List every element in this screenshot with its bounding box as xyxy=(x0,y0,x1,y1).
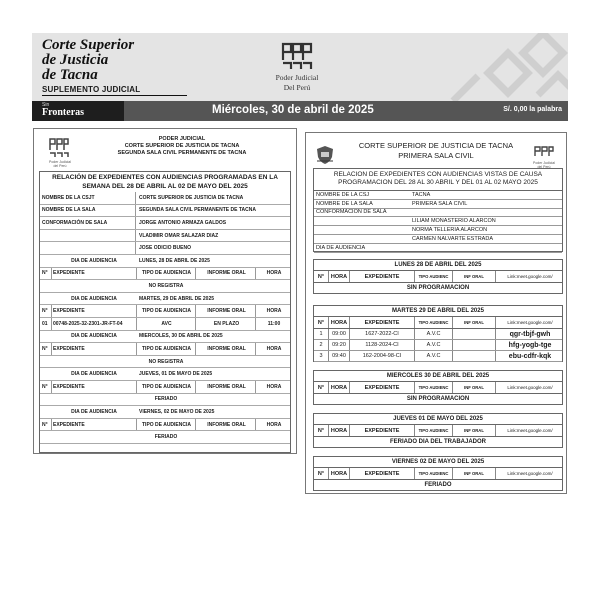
day-date: VIERNES 02 DE MAYO DEL 2025 xyxy=(314,457,562,468)
relation-title xyxy=(40,172,290,191)
column-header: HORA xyxy=(266,308,282,315)
info-row xyxy=(40,217,290,230)
meet-link[interactable]: ebu-cdfr-kqk xyxy=(508,352,552,360)
caption-line: Poder Judicial xyxy=(533,161,555,165)
column-header: TIPO AUDIENC xyxy=(415,468,453,479)
column-header: INF ORAL xyxy=(453,317,496,328)
title-line: de Tacna xyxy=(42,67,98,83)
brand-small: Sin xyxy=(42,102,50,108)
column-header-row xyxy=(40,305,290,318)
info-label xyxy=(42,230,136,242)
column-header-row xyxy=(40,343,290,356)
day-header-row xyxy=(40,368,290,381)
heading-line: PRIMERA SALA CIVIL xyxy=(398,151,474,160)
date-band xyxy=(32,101,568,121)
column-header: TIPO DE AUDIENCIA xyxy=(138,305,196,317)
day-label: DIA DE AUDIENCIA xyxy=(71,333,117,340)
emblem-caption xyxy=(38,160,82,168)
heading-line: PODER JUDICIAL xyxy=(158,136,206,142)
price-label: S/. 0,00 la palabra xyxy=(503,106,562,113)
column-header: INF ORAL xyxy=(453,382,496,393)
info-row xyxy=(40,230,290,243)
column-header: EXPEDIENTE xyxy=(53,305,137,317)
info-value: LILIAM MONASTERIO ALARCON xyxy=(412,218,496,225)
hearing-time: 09:00 xyxy=(329,329,350,339)
hearing-type: A.V.C xyxy=(415,351,453,361)
info-label: NOMBRE DE LA CSJT xyxy=(42,192,136,204)
column-header: HORA xyxy=(329,382,350,393)
column-header: INF ORAL xyxy=(453,468,496,479)
day-message: FERIADO xyxy=(424,482,452,488)
info-label: NOMBRE DE LA SALA xyxy=(42,205,136,217)
relation-title-line: SEMANA DEL 28 DE ABRIL AL 02 DE MAYO DEL 2025 xyxy=(82,183,248,190)
court-info-table xyxy=(313,168,563,252)
column-header: TIPO AUDIENC xyxy=(415,425,453,436)
column-header: EXPEDIENTE xyxy=(350,271,415,282)
message-row xyxy=(40,280,290,293)
left-notice xyxy=(33,128,297,454)
notice-heading xyxy=(74,136,290,157)
info-value xyxy=(412,244,562,252)
column-header: Link:meet.google.com/ xyxy=(507,320,553,325)
day-header-row xyxy=(40,255,290,268)
info-value: JORGE ANTONIO ARMAZA GALDOS xyxy=(139,219,227,226)
day-table xyxy=(313,456,563,491)
column-header: HORA xyxy=(329,271,350,282)
divider xyxy=(42,95,187,96)
info-label: CONFORMACIÓN DE SALA xyxy=(42,217,136,229)
title-line: de Justicia xyxy=(42,52,109,68)
table-row xyxy=(314,351,562,362)
column-header: EXPEDIENTE xyxy=(350,468,415,479)
day-message: FERIADO DIA DEL TRABAJADOR xyxy=(389,439,486,445)
heading-line: CORTE SUPERIOR DE JUSTICIA DE TACNA xyxy=(124,143,240,149)
day-table xyxy=(313,305,563,362)
day-date: LUNES 28 DE ABRIL DEL 2025 xyxy=(314,260,562,271)
org-name-line: Del Perú xyxy=(283,83,311,92)
column-header: N° xyxy=(42,305,52,317)
row-number: 1 xyxy=(314,329,329,339)
brand-tab xyxy=(32,101,124,121)
column-header: HORA xyxy=(266,270,282,277)
column-header: TIPO DE AUDIENCIA xyxy=(138,343,196,355)
column-header: Link:meet.google.com/ xyxy=(507,274,553,279)
column-header: N° xyxy=(314,382,329,393)
column-header: N° xyxy=(42,381,52,393)
info-value: CARMEN NALVARTE ESTRADA xyxy=(412,235,493,242)
day-label: DIA DE AUDIENCIA xyxy=(71,295,117,302)
column-header: TIPO AUDIENC xyxy=(415,271,453,282)
oral-report xyxy=(453,340,496,350)
case-number: 00748-2025-32-2301-JR-FT-04 xyxy=(53,318,137,330)
info-row xyxy=(314,200,562,209)
court-shield-icon xyxy=(315,145,335,165)
column-header-row xyxy=(40,268,290,281)
case-number: 1627-2022-CI xyxy=(350,329,415,339)
judiciary-logo-icon xyxy=(533,145,555,161)
hearing-time: 11:00 xyxy=(267,320,281,327)
column-header: TIPO DE AUDIENCIA xyxy=(138,268,196,280)
supplement-label: SUPLEMENTO JUDICIAL xyxy=(42,85,141,94)
caption-line: Poder Judicial xyxy=(49,160,71,164)
info-row xyxy=(314,209,562,218)
org-name-line: Poder Judicial xyxy=(275,73,319,82)
column-header-row xyxy=(314,425,562,437)
column-header: HORA xyxy=(266,421,282,428)
info-value: VLADIMIR OMAR SALAZAR DIAZ xyxy=(139,232,219,239)
day-date: VIERNES, 02 DE MAYO DE 2025 xyxy=(139,408,215,415)
info-label xyxy=(316,226,410,234)
column-header: N° xyxy=(314,317,329,328)
column-header-row xyxy=(314,382,562,394)
info-label: DIA DE AUDIENCIA xyxy=(316,244,366,251)
newspaper-header xyxy=(32,33,568,121)
caption-line: del Perú xyxy=(53,164,67,168)
publication-title xyxy=(42,38,134,83)
hearing-time: 09:40 xyxy=(329,351,350,361)
day-label: DIA DE AUDIENCIA xyxy=(71,408,117,415)
judiciary-logo-icon xyxy=(48,137,70,159)
column-header: EXPEDIENTE xyxy=(53,343,137,355)
day-message: FERIADO xyxy=(154,434,178,441)
info-value xyxy=(412,209,562,217)
info-row xyxy=(314,244,562,253)
title-line: Corte Superior xyxy=(42,37,135,53)
relation-title-line: RELACION DE EXPEDIENTES CON AUDIENCIAS VISTAS DE CAUSA xyxy=(333,171,543,178)
column-header: HORA xyxy=(266,345,282,352)
info-label xyxy=(316,217,410,225)
column-header: N° xyxy=(42,343,52,355)
column-header: TIPO AUDIENC xyxy=(415,317,453,328)
oral-report xyxy=(453,329,496,339)
info-value: CORTE SUPERIOR DE JUSTICIA DE TACNA xyxy=(139,194,244,201)
info-label: NOMBRE DE LA SALA xyxy=(316,200,373,207)
hearing-schedule-table xyxy=(39,171,291,453)
message-row xyxy=(40,356,290,369)
info-value: PRIMERA SALA CIVIL xyxy=(412,200,468,207)
day-date: MARTES, 29 DE ABRIL DE 2025 xyxy=(139,295,215,302)
day-message: NO REGISTRA xyxy=(148,282,184,289)
column-header: EXPEDIENTE xyxy=(53,419,137,431)
row-number: 3 xyxy=(314,351,329,361)
column-header: TIPO DE AUDIENCIA xyxy=(138,381,196,393)
column-header: EXPEDIENTE xyxy=(350,317,415,328)
day-header-row xyxy=(40,406,290,419)
day-table xyxy=(313,370,563,405)
message-row xyxy=(40,431,290,444)
column-header: INFORME ORAL xyxy=(198,343,256,355)
day-message: FERIADO xyxy=(154,396,178,403)
day-header-row xyxy=(40,293,290,306)
meet-link[interactable]: hfg-yogb-tge xyxy=(508,341,552,349)
hearing-time: 09:20 xyxy=(329,340,350,350)
column-header: N° xyxy=(314,468,329,479)
relation-title-line: PROGRAMACION DEL 28 AL 30 ABRIL Y DEL 01 AL 02 MAYO 2025 xyxy=(338,179,538,186)
row-number: 2 xyxy=(314,340,329,350)
day-label: DIA DE AUDIENCIA xyxy=(71,257,117,264)
day-message: NO REGISTRA xyxy=(148,358,184,365)
info-label xyxy=(42,242,136,254)
info-row xyxy=(314,226,562,235)
brand-name: Fronteras xyxy=(42,107,85,118)
caption-line: del Perú xyxy=(537,165,551,169)
column-header: Link:meet.google.com/ xyxy=(507,471,553,476)
column-header: HORA xyxy=(329,468,350,479)
info-label: NOMBRE DE LA CSJ xyxy=(316,191,370,198)
column-header: TIPO DE AUDIENCIA xyxy=(138,419,196,431)
column-header: INFORME ORAL xyxy=(198,268,256,280)
column-header: Link:meet.google.com/ xyxy=(507,385,553,390)
info-row xyxy=(314,235,562,244)
day-date: LUNES, 28 DE ABRIL DE 2025 xyxy=(139,257,210,264)
notice-heading xyxy=(346,141,526,161)
table-row xyxy=(314,329,562,340)
info-row xyxy=(40,192,290,205)
info-row xyxy=(314,217,562,226)
day-table xyxy=(313,259,563,294)
table-row xyxy=(314,340,562,351)
case-number: 162-2004-98-CI xyxy=(350,351,415,361)
day-message: SIN PROGRAMACION xyxy=(406,285,470,291)
column-header: INF ORAL xyxy=(453,271,496,282)
hearing-type: A.V.C xyxy=(415,340,453,350)
column-header: HORA xyxy=(329,425,350,436)
info-row xyxy=(40,242,290,255)
column-header: INFORME ORAL xyxy=(198,419,256,431)
column-header: INFORME ORAL xyxy=(198,381,256,393)
day-date: MIERCOLES, 30 DE ABRIL DE 2025 xyxy=(139,333,223,340)
column-header: N° xyxy=(42,419,52,431)
oral-report: EN PLAZO xyxy=(198,318,256,330)
column-header: INFORME ORAL xyxy=(198,305,256,317)
relation-title-line: RELACIÓN DE EXPEDIENTES CON AUDIENCIAS PROGRAMADAS EN LA xyxy=(52,174,278,181)
issue-date: Miércoles, 30 de abril de 2025 xyxy=(212,104,374,116)
column-header: EXPEDIENTE xyxy=(53,381,137,393)
column-header: N° xyxy=(42,268,52,280)
day-header-row xyxy=(40,331,290,344)
column-header: N° xyxy=(314,271,329,282)
day-date: MARTES 29 DE ABRIL DEL 2025 xyxy=(314,306,562,317)
org-name xyxy=(242,73,352,93)
day-label: DIA DE AUDIENCIA xyxy=(71,371,117,378)
column-header: HORA xyxy=(329,317,350,328)
column-header-row xyxy=(40,419,290,432)
info-row xyxy=(40,205,290,218)
column-header-row xyxy=(314,271,562,283)
hearing-type: AVC xyxy=(138,318,196,330)
info-value: SEGUNDA SALA CIVIL PERMANENTE DE TACNA xyxy=(139,207,256,214)
meet-link[interactable]: qgr-tbjf-gwh xyxy=(509,330,551,338)
column-header-row xyxy=(314,317,562,329)
info-value: NORMA TELLERIA ALARCON xyxy=(412,227,488,234)
info-value: JOSE ODICIO BUENO xyxy=(139,245,191,252)
day-date: MIERCOLES 30 DE ABRIL DEL 2025 xyxy=(314,371,562,382)
judiciary-logo-icon xyxy=(280,41,314,71)
column-header: EXPEDIENTE xyxy=(350,425,415,436)
column-header: Link:meet.google.com/ xyxy=(507,428,553,433)
message-row xyxy=(40,394,290,407)
column-header: INF ORAL xyxy=(453,425,496,436)
day-date: JUEVES, 01 DE MAYO DE 2025 xyxy=(139,371,213,378)
table-row xyxy=(40,318,290,331)
column-header-row xyxy=(40,381,290,394)
info-row xyxy=(314,191,562,200)
day-table xyxy=(313,413,563,448)
info-label: CONFORMACION DE SALA xyxy=(316,209,387,216)
info-label xyxy=(316,235,410,243)
day-message: SIN PROGRAMACION xyxy=(406,396,470,402)
row-number: 01 xyxy=(42,318,52,330)
case-number: 1128-2024-CI xyxy=(350,340,415,350)
decorative-pattern-icon xyxy=(448,33,568,101)
info-value: TACNA xyxy=(412,191,431,198)
relation-title xyxy=(314,169,562,191)
oral-report xyxy=(453,351,496,361)
column-header: HORA xyxy=(266,383,282,390)
column-header: TIPO AUDIENC xyxy=(415,382,453,393)
column-header-row xyxy=(314,468,562,480)
heading-line: SEGUNDA SALA CIVIL PERMANENTE DE TACNA xyxy=(117,150,247,156)
day-date: JUEVES 01 DE MAYO DEL 2025 xyxy=(314,414,562,425)
column-header: EXPEDIENTE xyxy=(53,268,137,280)
column-header: EXPEDIENTE xyxy=(350,382,415,393)
right-notice xyxy=(305,132,567,494)
column-header: N° xyxy=(314,425,329,436)
hearing-type: A.V.C xyxy=(415,329,453,339)
heading-line: CORTE SUPERIOR DE JUSTICIA DE TACNA xyxy=(358,141,514,150)
